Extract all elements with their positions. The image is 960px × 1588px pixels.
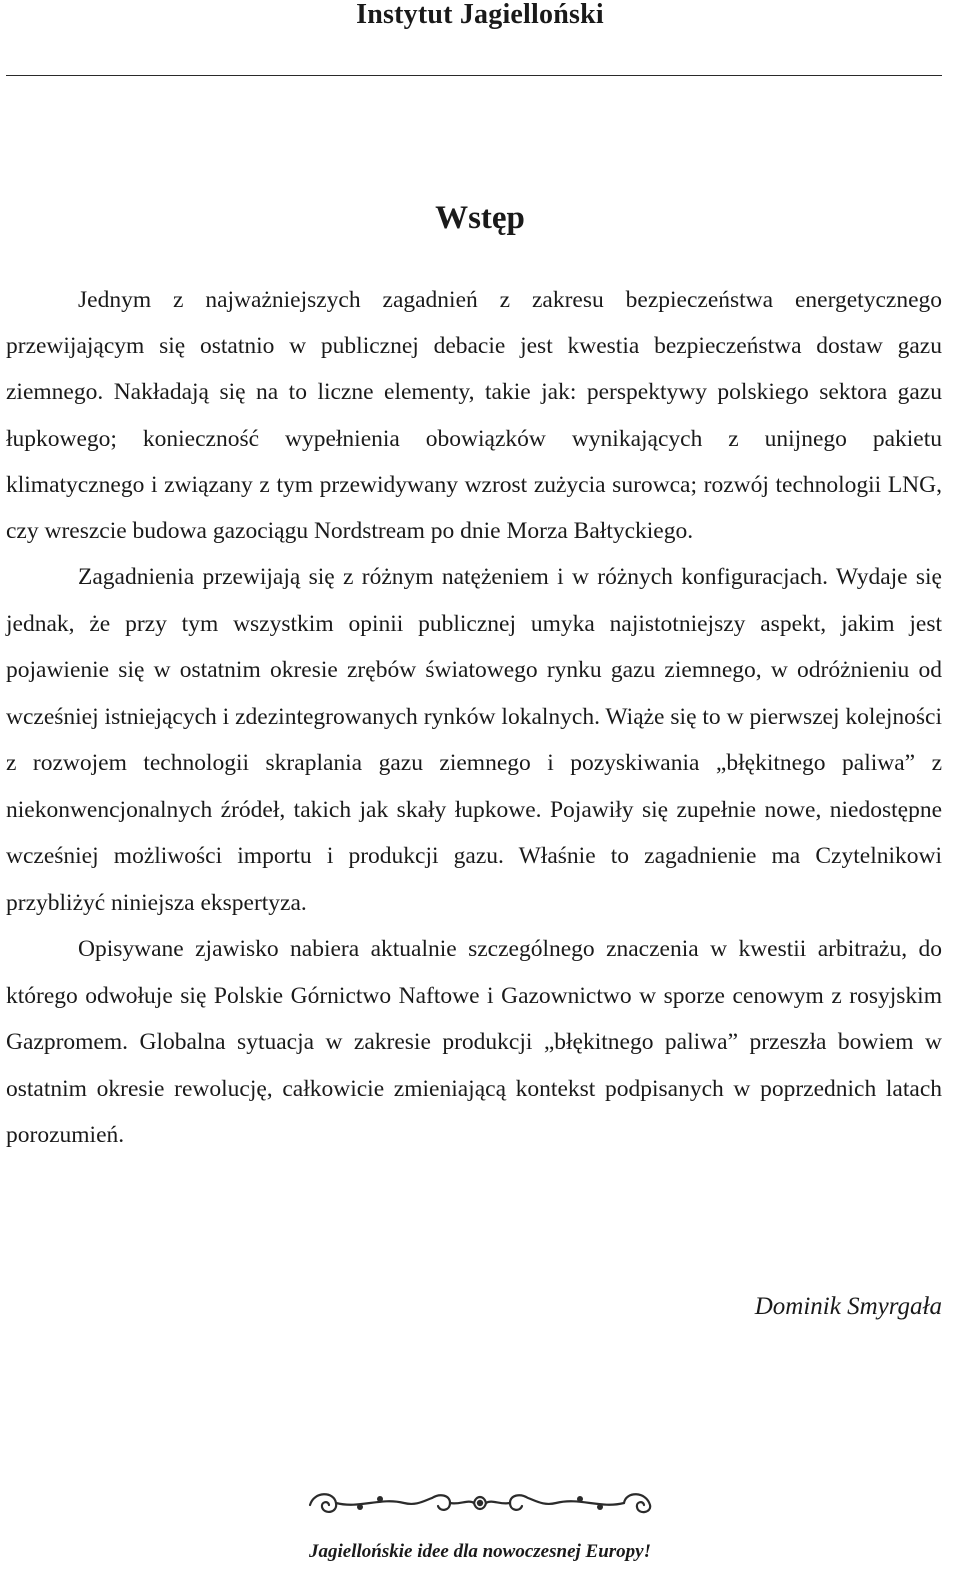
- section-heading: Wstęp: [435, 200, 525, 236]
- author-signature: Dominik Smyrgała: [754, 1293, 942, 1320]
- paragraph: Opisywane zjawisko nabiera aktualnie szczególnego znaczenia w kwestii arbitrażu, do którego odwołuje się Polskie Górnictwo Naftowe i Gazownictwo w sporze cenowym z rosyjskim Gazpromem. Globalna sytuacja w zakresie produkcji „błękitnego paliwa” przeszła bowiem w ostatnim okresie rewolucję, całkowicie zmieniającą kontekst podpisanych w poprzednich latach porozumień.: [6, 936, 942, 1149]
- paragraph: Zagadnienia przewijają się z różnym natężeniem i w różnych konfiguracjach. Wydaje się jednak, że przy tym wszystkim opinii publicznej umyka najistotniejszy aspekt, jakim jest pojawienie się w ostatnim okresie zrębów światowego rynku gazu ziemnego, w odróżnieniu od wcześniej istniejących i zdezintegrowanych rynków lokalnych. Wiąże się to w pierwszej kolejności z rozwojem technologii skraplania gazu ziemnego i pozyskiwania „błękitnego paliwa” z niekonwencjonalnych źródeł, takich jak skały łupkowe. Pojawiły się zupełnie nowe, niedostępne wcześniej możliwości importu i produkcji gazu. Właśnie to zagadnienie ma Czytelnikowi przybliżyć niniejsza ekspertyza.: [6, 564, 942, 916]
- body-text: [6, 277, 942, 1159]
- flourish-ornament-icon: [300, 1483, 660, 1523]
- footer-motto: Jagiellońskie idee dla nowoczesnej Europy!: [309, 1541, 651, 1562]
- institute-title: Instytut Jagielloński: [356, 0, 604, 30]
- header-divider: [6, 75, 942, 76]
- paragraph: Jednym z najważniejszych zagadnień z zakresu bezpieczeństwa energetycznego przewijającym się ostatnio w publicznej debacie jest kwestia bezpieczeństwa dostaw gazu ziemnego. Nakładają się na to liczne elementy, takie jak: perspektywy polskiego sektora gazu łupkowego; konieczność wypełnienia obowiązków wynikających z unijnego pakietu klimatycznego i związany z tym przewidywany wzrost zużycia surowca; rozwój technologii LNG, czy wreszcie budowa gazociągu Nordstream po dnie Morza Bałtyckiego.: [6, 287, 942, 545]
